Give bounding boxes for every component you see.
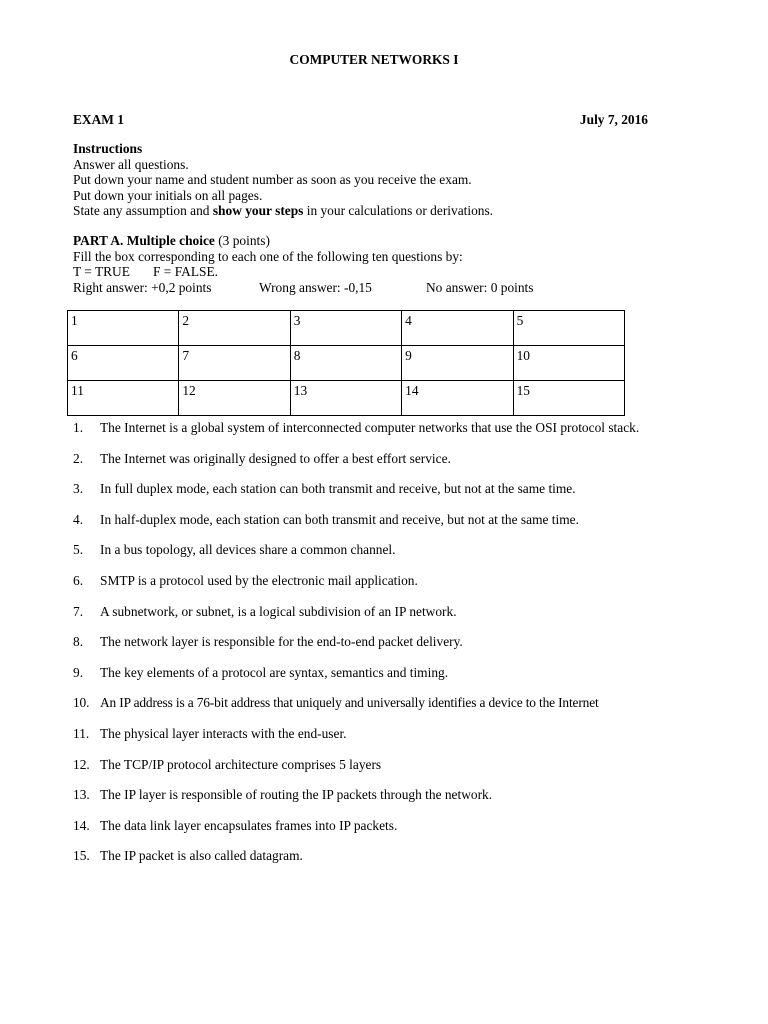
scoring-rules [73, 280, 663, 296]
instruction-prefix: State any assumption and [73, 203, 213, 219]
answer-box[interactable]: 5 [513, 311, 624, 346]
question-item [73, 726, 658, 742]
question-item [73, 665, 658, 681]
exam-date: July 7, 2016 [579, 112, 648, 127]
question-item [73, 512, 658, 528]
part-a-section [73, 233, 663, 295]
question-number: 14. [73, 817, 90, 833]
question-text: The Internet is a global system of interconnected computer networks that use the OSI protocol stack. [100, 420, 640, 435]
instruction-line-steps [73, 203, 663, 219]
question-item [73, 481, 658, 497]
question-number: 7. [73, 603, 84, 619]
question-text: The IP packet is also called datagram. [100, 848, 303, 864]
question-text: SMTP is a protocol used by the electronic mail application. [100, 572, 418, 588]
answer-row [68, 346, 625, 381]
answer-box[interactable]: 10 [513, 346, 624, 381]
question-text: A subnetwork, or subnet, is a logical subdivision of an IP network. [100, 603, 457, 619]
instruction-line: Answer all questions. [73, 156, 189, 172]
right-answer-points: Right answer: +0,2 points [73, 279, 212, 295]
answer-row [68, 381, 625, 416]
question-item [73, 573, 658, 589]
answer-box[interactable]: 6 [68, 346, 179, 381]
instruction-suffix: in your calculations or derivations. [303, 203, 494, 219]
question-number: 2. [73, 450, 84, 466]
instruction-line: Put down your initials on all pages. [73, 187, 263, 203]
question-number: 6. [73, 572, 84, 588]
question-item [73, 451, 658, 467]
question-number: 8. [73, 634, 84, 650]
answer-box[interactable]: 15 [513, 381, 624, 416]
part-a-heading [73, 233, 663, 249]
question-number: 4. [73, 511, 84, 527]
question-text: The TCP/IP protocol architecture comprises 5 layers [100, 756, 382, 772]
question-text: In full duplex mode, each station can both transmit and receive, but not at the same time. [100, 481, 576, 497]
question-number: 5. [73, 542, 84, 558]
question-text: The network layer is responsible for the end-to-end packet delivery. [100, 634, 463, 650]
question-text: The IP layer is responsible of routing the IP packets through the network. [100, 787, 493, 803]
answer-row [68, 311, 625, 346]
question-item [73, 542, 658, 558]
true-label: T = TRUE [73, 264, 130, 280]
answer-box[interactable]: 11 [68, 381, 179, 416]
question-item [73, 787, 658, 803]
answer-box[interactable]: 2 [179, 311, 290, 346]
answer-box[interactable]: 1 [68, 311, 179, 346]
instructions-section [73, 141, 663, 219]
question-number: 11. [73, 725, 90, 741]
question-item [73, 420, 658, 436]
question-number: 9. [73, 664, 84, 680]
answer-box[interactable]: 3 [290, 311, 401, 346]
exam-label: EXAM 1 [73, 112, 124, 127]
question-item [73, 848, 658, 864]
question-text: The data link layer encapsulates frames into IP packets. [100, 817, 398, 833]
answer-box[interactable]: 4 [402, 311, 513, 346]
answer-box[interactable]: 9 [402, 346, 513, 381]
question-number: 15. [73, 848, 90, 864]
no-answer-points: No answer: 0 points [426, 279, 534, 295]
question-text: In half-duplex mode, each station can both transmit and receive, but not at the same time. [100, 511, 579, 527]
question-text: The Internet was originally designed to offer a best effort service. [100, 450, 451, 466]
question-item [73, 695, 675, 711]
part-a-instruction: Fill the box corresponding to each one of the following ten questions by: [73, 248, 463, 264]
question-item [73, 634, 658, 650]
question-number: 12. [73, 756, 90, 772]
question-list [73, 420, 658, 879]
question-number: 3. [73, 481, 84, 497]
question-item [73, 757, 658, 773]
answer-box[interactable]: 7 [179, 346, 290, 381]
question-text: An IP address is a 76-bit address that uniquely and universally identifies a device to the Internet [100, 695, 599, 711]
instruction-line: Put down your name and student number as soon as you receive the exam. [73, 172, 472, 188]
document-title: COMPUTER NETWORKS I [289, 52, 459, 67]
part-a-points: (3 points) [214, 233, 270, 248]
question-number: 13. [73, 787, 90, 803]
instructions-heading: Instructions [73, 141, 143, 156]
question-text: The key elements of a protocol are syntax, semantics and timing. [100, 664, 449, 680]
question-number: 10. [73, 695, 90, 711]
false-label: F = FALSE. [153, 264, 218, 280]
question-text: In a bus topology, all devices share a common channel. [100, 542, 396, 558]
answer-box[interactable]: 13 [290, 381, 401, 416]
answer-grid [67, 310, 625, 416]
question-item [73, 604, 658, 620]
wrong-answer-points: Wrong answer: -0,15 [259, 279, 372, 295]
question-number: 1. [73, 420, 84, 435]
answer-box[interactable]: 12 [179, 381, 290, 416]
question-item [73, 818, 658, 834]
question-text: The physical layer interacts with the end-user. [100, 725, 347, 741]
answer-box[interactable]: 14 [402, 381, 513, 416]
true-false-legend [73, 264, 663, 280]
instruction-bold: show your steps [212, 203, 304, 219]
answer-box[interactable]: 8 [290, 346, 401, 381]
exam-header-row [73, 112, 648, 128]
part-a-heading-bold: PART A. Multiple choice [73, 233, 215, 248]
